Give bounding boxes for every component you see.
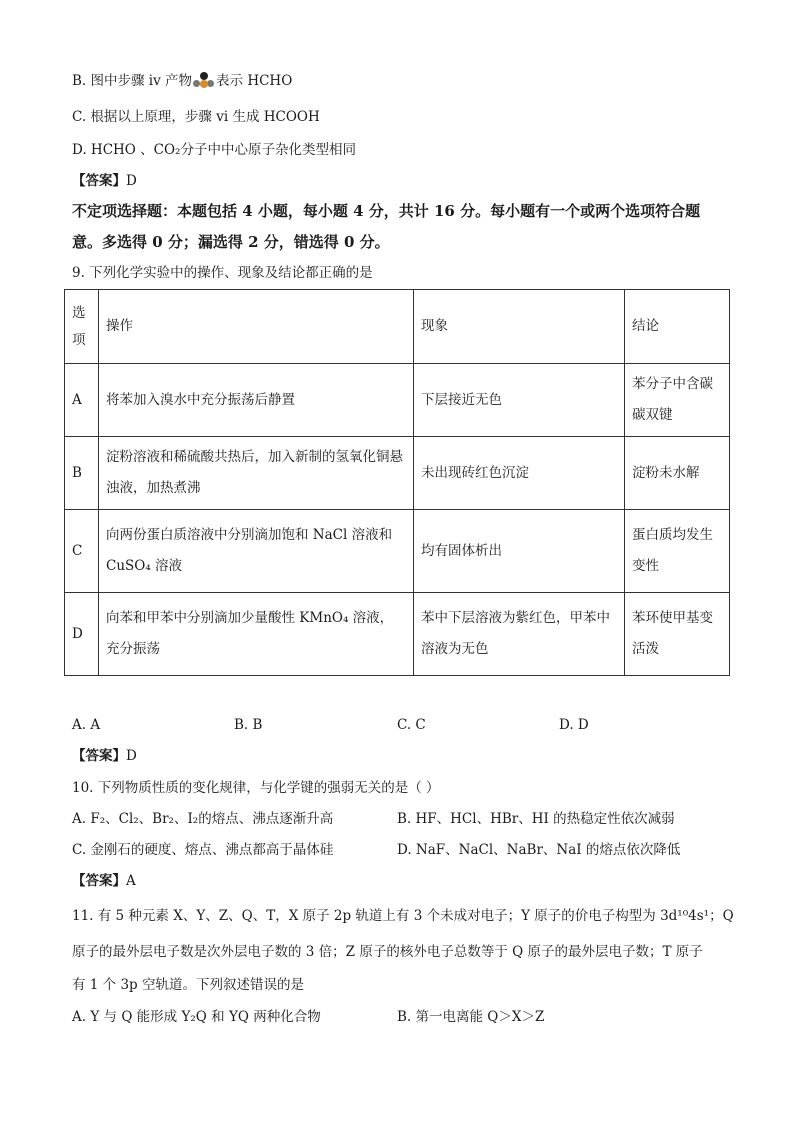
table-row [65, 437, 730, 510]
cell-phenomenon: 均有固体析出 [414, 510, 625, 593]
answer-value: A [126, 873, 136, 889]
cell-phenomenon: 下层接近无色 [414, 364, 625, 437]
cell-operation: 向苯和甲苯中分别滴加少量酸性 KMnO₄ 溶液，充分振荡 [99, 593, 414, 676]
q11-stem-line2: 原子的最外层电子数是次外层电子数的 3 倍；Z 原子的核外电子总数等于 Q 原子的最外层电子数；T 原子 [72, 944, 703, 960]
cell-operation: 将苯加入溴水中充分振荡后静置 [99, 364, 414, 437]
header-phenomenon: 现象 [414, 290, 625, 364]
q8-answer [72, 171, 137, 191]
cell-conclusion: 淀粉未水解 [625, 437, 730, 510]
cell-option: C [65, 510, 99, 593]
cell-option: A [65, 364, 99, 437]
q9-table [64, 289, 730, 676]
cell-operation: 向两份蛋白质溶液中分别滴加饱和 NaCl 溶液和 CuSO₄ 溶液 [99, 510, 414, 593]
cell-phenomenon: 未出现砖红色沉淀 [414, 437, 625, 510]
header-conclusion: 结论 [625, 290, 730, 364]
q10-answer [72, 871, 136, 891]
q11-stem-line3: 有 1 个 3p 空轨道。下列叙述错误的是 [72, 977, 304, 993]
q10-option-d: D. NaF、NaCl、NaBr、NaI 的熔点依次降低 [397, 842, 681, 858]
q8-option-c: C. 根据以上原理，步骤 vi 生成 HCOOH [72, 109, 320, 125]
q8-option-b [72, 71, 292, 91]
q9-option-a: A. A [72, 717, 101, 733]
q11-stem-line1: 11. 有 5 种元素 X、Y、Z、Q、T，X 原子 2p 轨道上有 3 个未成对电子；Y 原子的价电子构型为 3d¹⁰4s¹；Q [72, 908, 734, 924]
q11-option-a: A. Y 与 Q 能形成 Y₂Q 和 YQ 两种化合物 [72, 1009, 321, 1025]
q10-option-b: B. HF、HCl、HBr、HI 的热稳定性依次减弱 [397, 811, 675, 827]
section-instruction-line1: 不定项选择题：本题包括 4 小题，每小题 4 分，共计 16 分。每小题有一个或两个选项符合题 [72, 202, 701, 220]
answer-tag: 【答案】 [72, 173, 126, 189]
q8-option-d: D. HCHO 、CO₂分子中中心原子杂化类型相同 [72, 142, 356, 158]
answer-value: D [126, 748, 137, 764]
q9-option-c: C. C [397, 717, 426, 733]
table-header-row [65, 290, 730, 364]
q10-option-a: A. F₂、Cl₂、Br₂、I₂的熔点、沸点逐渐升高 [72, 811, 334, 827]
section-instruction-line2: 意。多选得 0 分；漏选得 2 分，错选得 0 分。 [72, 233, 390, 251]
q9-option-d: D. D [559, 717, 589, 733]
q10-option-c: C. 金刚石的硬度、熔点、沸点都高于晶体硅 [72, 842, 334, 858]
cell-conclusion: 苯分子中含碳碳双键 [625, 364, 730, 437]
q9-answer [72, 746, 137, 766]
table-row [65, 510, 730, 593]
cell-option: D [65, 593, 99, 676]
header-operation: 操作 [99, 290, 414, 364]
table-row [65, 593, 730, 676]
cell-phenomenon: 苯中下层溶液为紫红色，甲苯中溶液为无色 [414, 593, 625, 676]
molecule-hcho-icon [193, 72, 215, 88]
answer-tag: 【答案】 [72, 873, 126, 889]
q8-option-b-pre: B. 图中步骤 iv 产物 [72, 73, 193, 89]
answer-tag: 【答案】 [72, 748, 126, 764]
q11-option-b: B. 第一电离能 Q＞X＞Z [397, 1009, 545, 1025]
q9-stem: 9. 下列化学实验中的操作、现象及结论都正确的是 [72, 265, 373, 281]
table-row [65, 364, 730, 437]
q10-stem: 10. 下列物质性质的变化规律，与化学键的强弱无关的是（ ） [72, 780, 440, 796]
q8-option-b-post: 表示 HCHO [216, 73, 293, 89]
cell-conclusion: 蛋白质均发生变性 [625, 510, 730, 593]
answer-value: D [126, 173, 137, 189]
cell-conclusion: 苯环使甲基变活泼 [625, 593, 730, 676]
cell-operation: 淀粉溶液和稀硫酸共热后，加入新制的氢氧化铜悬浊液，加热煮沸 [99, 437, 414, 510]
cell-option: B [65, 437, 99, 510]
header-option: 选项 [65, 290, 99, 364]
q9-option-b: B. B [234, 717, 263, 733]
